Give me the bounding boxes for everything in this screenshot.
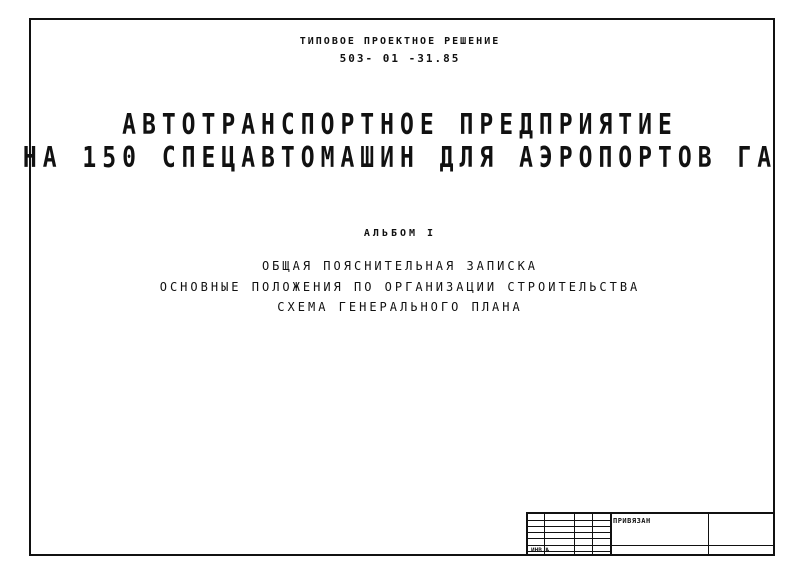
stamp-grid-line (528, 532, 610, 533)
contents-item: ОСНОВНЫЕ ПОЛОЖЕНИЯ ПО ОРГАНИЗАЦИИ СТРОИТЕЛЬСТВА (159, 280, 641, 294)
series-label: ТИПОВОЕ ПРОЕКТНОЕ РЕШЕНИЕ (299, 36, 501, 47)
album-label: АЛЬБОМ I (363, 228, 437, 239)
stamp-grid-line (708, 514, 709, 556)
stamp-attached-label: ПРИВЯЗАН (613, 517, 651, 525)
stamp-grid-line (528, 545, 775, 546)
stamp-grid-line (528, 520, 610, 521)
stamp-grid-line (610, 514, 612, 556)
document-title-line-1: АВТОТРАНСПОРТНОЕ ПРЕДПРИЯТИЕ (122, 108, 678, 142)
title-block-stamp (526, 512, 775, 556)
stamp-inventory-label: ИНВ.№ (531, 547, 550, 554)
document-title-line-2: НА 150 СПЕЦАВТОМАШИН ДЛЯ АЭРОПОРТОВ ГА (22, 141, 778, 175)
contents-item: ОБЩАЯ ПОЯСНИТЕЛЬНАЯ ЗАПИСКА (261, 259, 539, 273)
stamp-grid-line (528, 538, 610, 539)
contents-item: СХЕМА ГЕНЕРАЛЬНОГО ПЛАНА (277, 300, 523, 314)
stamp-grid-line (528, 526, 610, 527)
series-code: 503- 01 -31.85 (339, 52, 461, 65)
